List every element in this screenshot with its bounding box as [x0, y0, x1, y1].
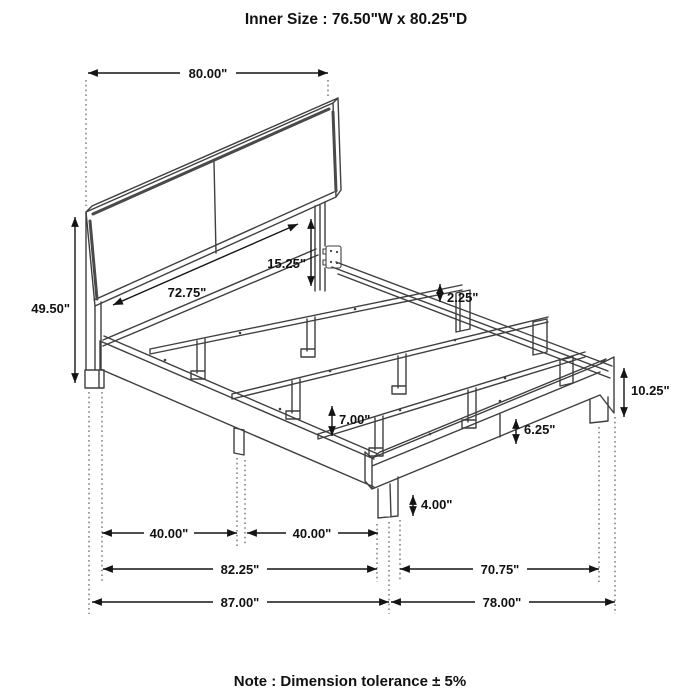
nailhead-trim-top	[93, 109, 329, 214]
tolerance-note: Note : Dimension tolerance ± 5%	[233, 673, 467, 690]
dim-overall-width	[391, 595, 615, 610]
dim-label-center-leg-height: 7.00"	[339, 412, 371, 427]
dim-leg-spacing-foot	[247, 526, 378, 541]
dim-label-foot-leg-height: 4.00"	[421, 497, 453, 512]
bed-frame-line-art	[85, 98, 614, 518]
dim-footboard-inner-width	[400, 562, 599, 577]
dim-label-overall-depth: 87.00"	[220, 595, 260, 610]
dim-label-headboard-inner-width: 72.75"	[167, 285, 207, 300]
screw-dots	[164, 308, 507, 436]
dim-label-overall-width: 78.00"	[482, 595, 522, 610]
dim-footboard-corner-height	[624, 368, 670, 417]
dim-label-support-rail-rise: 2.25"	[447, 290, 479, 305]
headboard-right-post	[315, 202, 325, 291]
dimension-annotations	[31, 66, 669, 610]
dim-support-rail-rise	[440, 284, 478, 305]
dim-label-headboard-width: 80.00"	[188, 66, 228, 81]
center-rail-2	[232, 317, 548, 419]
nailhead-trim-right	[333, 112, 336, 191]
dim-label-footboard-inner-width: 70.75"	[480, 562, 520, 577]
right-side-rail	[332, 262, 612, 378]
dim-side-rail-height	[516, 419, 555, 444]
dim-label-leg-spacing-head: 40.00"	[149, 526, 189, 541]
dim-label-footboard-corner-height: 10.25"	[631, 383, 670, 398]
dim-label-rail-inner-length: 82.25"	[220, 562, 260, 577]
dim-label-headboard-height: 49.50"	[31, 301, 70, 316]
dim-label-side-rail-height: 6.25"	[524, 422, 556, 437]
dim-label-leg-spacing-foot: 40.00"	[292, 526, 332, 541]
dim-headboard-height	[31, 217, 75, 383]
dim-label-post-exposed: 15.25"	[267, 256, 306, 271]
dim-headboard-width	[88, 66, 328, 81]
dim-foot-leg-height	[413, 495, 452, 516]
left-side-rail	[100, 336, 378, 487]
dim-rail-inner-length	[103, 562, 377, 577]
diagram-title: Inner Size : 76.50"W x 80.25"D	[244, 11, 468, 28]
dim-center-leg-height	[332, 406, 370, 436]
dim-post-exposed	[267, 219, 311, 286]
rail-bracket	[323, 246, 341, 268]
headboard-panel	[86, 98, 341, 306]
dim-overall-depth	[92, 595, 389, 610]
dim-leg-spacing-head	[102, 526, 237, 541]
